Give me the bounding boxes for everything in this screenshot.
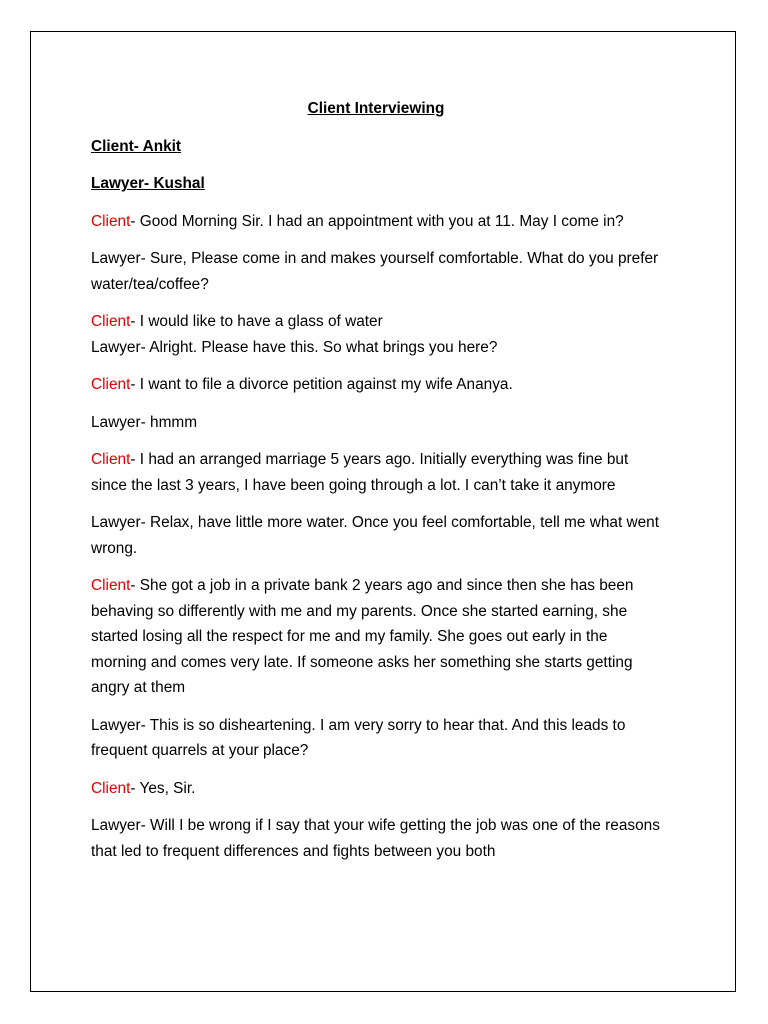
speaker-label: Lawyer <box>91 413 141 431</box>
separator: - <box>130 779 140 797</box>
dialogue-line <box>91 510 661 561</box>
speaker-label: Client <box>91 577 131 594</box>
separator: - <box>130 313 140 330</box>
dialogue-line <box>91 309 661 335</box>
separator: - <box>140 514 151 531</box>
dialogue-text: Yes, Sir. <box>139 779 196 797</box>
separator: - <box>140 250 151 267</box>
speaker-label: Lawyer <box>91 250 141 267</box>
separator: - <box>130 376 140 393</box>
dialogue-text: Will I be wrong if I say that your wife getting the job was one of the reasons that led to frequent differences and fights between you both <box>91 817 660 860</box>
dialogue-line <box>91 410 661 436</box>
dialogue-text: This is so disheartening. I am very sorry to hear that. And this leads to frequent quarrels at your place? <box>91 716 626 759</box>
dialogue-text: I want to file a divorce petition against my wife Ananya. <box>139 376 513 393</box>
dialogue-text: Relax, have little more water. Once you feel comfortable, tell me what went wrong. <box>91 514 660 557</box>
speaker-label: Client <box>91 451 131 468</box>
speaker-label: Lawyer <box>91 338 141 356</box>
dialogue-line <box>91 209 661 235</box>
separator: - <box>130 212 140 230</box>
speaker-label: Lawyer <box>91 514 141 531</box>
document-title: Client Interviewing <box>307 100 445 117</box>
client-heading: Client- Ankit <box>91 137 182 155</box>
separator: - <box>140 817 151 834</box>
dialogue-line <box>91 372 661 398</box>
dialogue-line <box>91 246 661 297</box>
separator: - <box>140 716 150 734</box>
dialogue-text: Alright. Please have this. So what brings you here? <box>149 338 498 356</box>
dialogue-line <box>91 573 661 701</box>
dialogue-text: hmmm <box>150 413 198 431</box>
dialogue-line <box>91 813 661 864</box>
dialogue-text: Good Morning Sir. I had an appointment with you at 11. May I come in? <box>139 212 624 230</box>
separator: - <box>140 413 151 431</box>
speaker-label: Lawyer <box>91 817 141 834</box>
speaker-label: Client <box>91 779 131 797</box>
document-body <box>91 96 661 876</box>
dialogue-text: She got a job in a private bank 2 years ago and since then she has been behaving so differently with me and my parents. Once she started earning, she started losing all the respect for me and my family. She goes out early in the morning and comes very late. If someone asks her something she starts getting angry at them <box>91 577 634 696</box>
speaker-label: Client <box>91 313 131 330</box>
speaker-label: Client <box>91 376 131 393</box>
speaker-label: Lawyer <box>91 716 141 734</box>
dialogue-line <box>91 776 661 802</box>
separator: - <box>130 577 140 594</box>
dialogue-line <box>91 335 661 361</box>
dialogue-text: I would like to have a glass of water <box>139 313 383 330</box>
dialogue-text: I had an arranged marriage 5 years ago. Initially everything was fine but since the last 3 years, I have been going through a lot. I can’t take it anymore <box>91 451 629 494</box>
separator: - <box>130 451 140 468</box>
speaker-label: Client <box>91 212 131 230</box>
dialogue-line <box>91 713 661 764</box>
separator: - <box>140 338 150 356</box>
dialogue-line <box>91 447 661 498</box>
lawyer-heading: Lawyer- Kushal <box>91 175 205 192</box>
dialogue-text: Sure, Please come in and makes yourself comfortable. What do you prefer water/tea/coffee? <box>91 250 659 293</box>
